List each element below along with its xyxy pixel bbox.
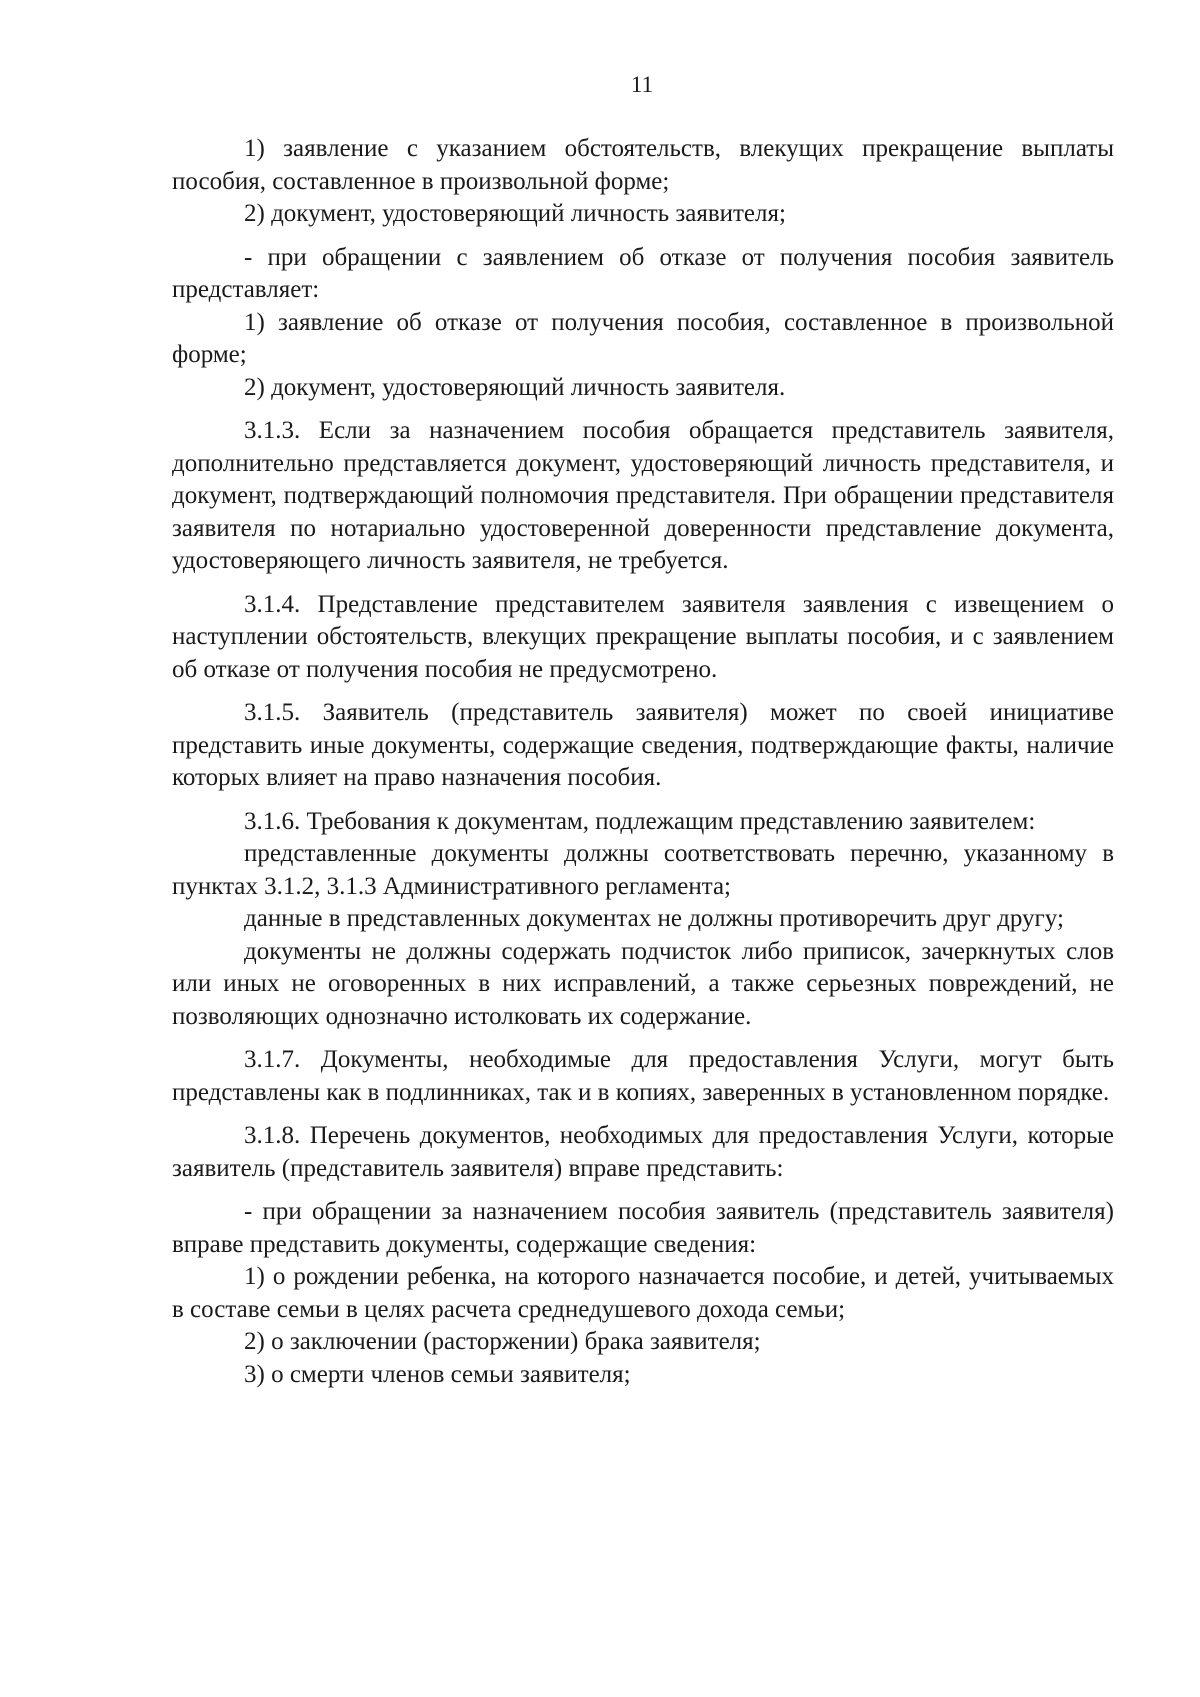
list-item: 2) документ, удостоверяющий личность заявителя.	[244, 373, 786, 401]
paragraph: - при обращении с заявлением об отказе от получения пособия заявитель представляет:	[172, 243, 1114, 303]
clause-3-1-3: 3.1.3. Если за назначением пособия обращается представитель заявителя, дополнительно представляется документ, удостоверяющий личность представителя, и документ, подтверждающий полномочия представителя. При обращении представителя заявителя по нотариально удостоверенной доверенности представление документа, удостоверяющего личность заявителя, не требуется.	[172, 417, 1114, 574]
list-item: 1) заявление об отказе от получения пособия, составленное в произвольной форме;	[172, 308, 1114, 368]
paragraph: - при обращении за назначением пособия заявитель (представитель заявителя) вправе представить документы, содержащие сведения:	[172, 1198, 1114, 1258]
requirement-item: представленные документы должны соответствовать перечню, указанному в пунктах 3.1.2, 3.1.3 Административного регламента;	[172, 840, 1114, 900]
document-body	[172, 133, 1114, 1391]
requirement-item: документы не должны содержать подчисток либо приписок, зачеркнутых слов или иных не оговоренных в них исправлений, а также серьезных повреждений, не позволяющих однозначно истолковать их содержание.	[172, 937, 1114, 1030]
list-item: 2) документ, удостоверяющий личность заявителя;	[244, 200, 786, 227]
list-item: 1) заявление с указанием обстоятельств, влекущих прекращение выплаты пособия, составленное в произвольной форме;	[172, 135, 1114, 195]
clause-3-1-5: 3.1.5. Заявитель (представитель заявителя) может по своей инициативе представить иные документы, содержащие сведения, подтверждающие факты, наличие которых влияет на право назначения пособия.	[172, 699, 1114, 791]
clause-3-1-4: 3.1.4. Представление представителем заявителя заявления с извещением о наступлении обстоятельств, влекущих прекращение выплаты пособия, и с заявлением об отказе от получения пособия не предусмотрено.	[172, 590, 1114, 683]
clause-3-1-8: 3.1.8. Перечень документов, необходимых для предоставления Услуги, которые заявитель (представитель заявителя) вправе представить:	[172, 1122, 1114, 1182]
list-item: 1) о рождении ребенка, на которого назначается пособие, и детей, учитываемых в составе семьи в целях расчета среднедушевого дохода семьи;	[172, 1263, 1114, 1323]
clause-3-1-6: 3.1.6. Требования к документам, подлежащим представлению заявителем:	[244, 807, 1036, 835]
clause-3-1-7: 3.1.7. Документы, необходимые для предоставления Услуги, могут быть представлены как в подлинниках, так и в копиях, заверенных в установленном порядке.	[172, 1046, 1114, 1106]
list-item: 3) о смерти членов семьи заявителя;	[244, 1360, 631, 1388]
requirement-item: данные в представленных документах не должны противоречить друг другу;	[244, 905, 1064, 932]
list-item: 2) о заключении (расторжении) брака заявителя;	[244, 1328, 761, 1355]
page-number: 11	[630, 72, 654, 97]
